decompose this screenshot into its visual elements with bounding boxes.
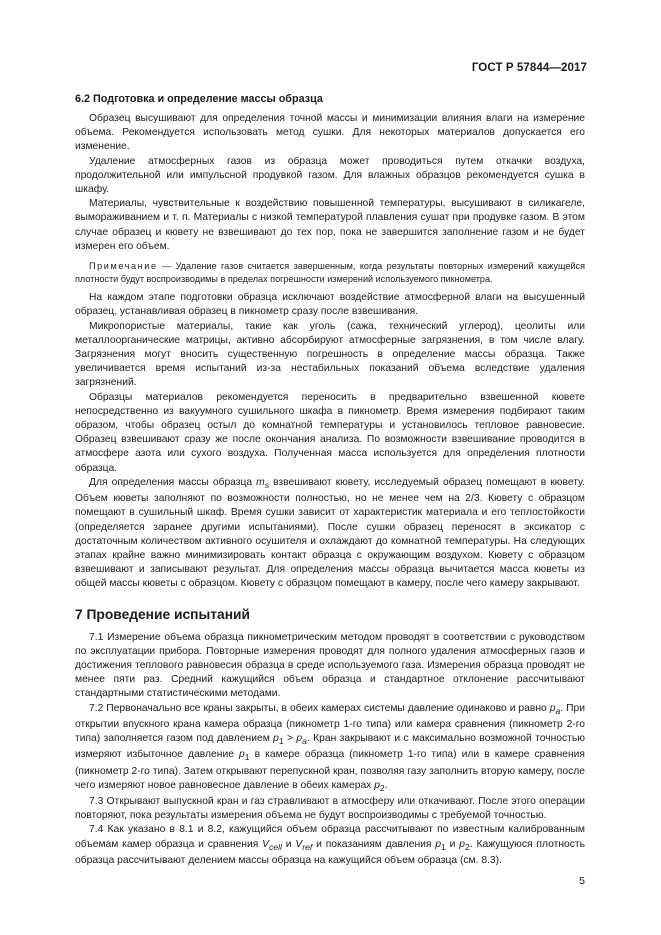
note (75, 260, 585, 285)
symbol-p: p (273, 733, 279, 744)
symbol-v: V (262, 838, 270, 850)
text-run: и показаниям давления (312, 838, 436, 850)
paragraph: Образцы материалов рекомендуется переносить в предварительно взвешенной кювете непосредственно из вакуумного сушильного шкафа в пикнометр. Время измерения подбирают таким образом, чтобы образец остыл до комнатной температуры и установилось тепловое равновесие. Образец взвешивают сразу же после окончания анализа. По возможности взвешивание проводится в атмосфере азота или сухого воздуха. Полученная масса используется для определения плотности образца. (75, 391, 585, 474)
symbol-p: p (374, 779, 380, 791)
symbol-p: p (549, 702, 556, 714)
text-run: > (283, 733, 297, 744)
text-run: взвешивают кювету, исследуемый образец помещают в кювету. Объем кюветы заполняют по возможности полностью, но не менее чем на 2/3. Кювету с образцом помещают в сушильный шкаф. Время сушки зависит от характеристик материала и его теплостойкости (определяется заранее другими испытаниями). После сушки образец переносят в эксикатор с достаточным количеством активного осушителя и охлаждают до комнатной температуры. На следующих этапах крайне важно минимизировать контакт образца с окружающим воздухом. Кювету с образцом взвешивают и записывают результат. Для определения массы образца вычитается масса кюветы из общей массы кюветы с образцом. Кювету с образцом помещают в камеру, после чего камеру закрывают. (75, 476, 586, 590)
paragraph: Образец высушивают для определения точной массы и минимизации влияния влаги на измерение объема. Рекомендуется использовать метод сушки. Для некоторых материалов допускается его изменение. (75, 113, 585, 153)
paragraph-7-1: 7.1 Измерение объема образца пикнометрическим методом проводят в соответствии с руководством по эксплуатации прибора. Повторные измерения проводят для полного удаления атмосферных газов и достижения теплового равновесия образца в среде используемого газа. Измерения образца проводят не менее пяти раз. Средний кажущийся объем образца и стандартное отклонение рассчитывают стандартными статистическими методами. (75, 631, 585, 700)
paragraph: Микропористые материалы, такие как уголь (сажа, технический углерод), цеолиты или металлоорганические матрицы, активно абсорбируют атмосферные загрязнения, в том числе влагу. Загрязнения могут вносить существенную погрешность в определение массы образца. Также увеличивается время испытаний из-за нестабильных показаний объема вследствие удаления загрязнений. (75, 320, 585, 389)
symbol-subscript: a (555, 705, 561, 716)
text-run: Для определения массы образца (89, 476, 257, 488)
symbol-subscript: 1 (441, 841, 446, 852)
paragraph: Удаление атмосферных газов из образца может проводиться путем откачки воздуха, продолжительной или импульсной продувкой газом. Для влажных образцов рекомендуется сушка в шкафу. (75, 155, 585, 196)
text-run: и (281, 838, 296, 850)
symbol-subscript: 2 (465, 841, 470, 852)
section-6-2-heading: 6.2 Подготовка и определение массы образца (75, 93, 323, 105)
note-label: Примечание (89, 261, 158, 272)
symbol-subscript: s (264, 479, 270, 490)
text-run: . При открытии впускного крана камера образца (пикнометр 1-го типа) или камера сравнения (пикнометр 2-го типа) заполняется газом под давлением (75, 702, 585, 744)
section-7-heading: 7 Проведение испытаний (75, 606, 251, 622)
symbol-p: p (435, 838, 442, 850)
paragraph-7-4 (75, 823, 585, 868)
text-run: в камере образца (пикнометр 1-го типа) или в камере сравнения (пикнометр 2-го типа). Затем открывают перепускной кран, позволяя газу заполнить вторую камеру, после чего измеряют новое равновесное давление в обеих камерах (75, 749, 586, 791)
paragraph (75, 476, 585, 592)
paragraph-7-2 (75, 702, 585, 795)
standard-number: ГОСТ Р 57844—2017 (471, 62, 587, 74)
text-run: . Кажущуюся плотность образца рассчитывают делением массы образца на кажущийся объем образца (см. 8.3). (75, 838, 585, 866)
paragraph: Материалы, чувствительные к воздействию повышенной температуры, высушивают в силикагеле, вымораживанием и т. п. Материалы с низкой температурой плавления сушат при продувке газом. В этом случае образец и кювету не взвешивают до тех пор, пока не завершится заполнение газом и не будет измерен его объем. (75, 198, 585, 252)
text-run: 7.2 Первоначально все краны закрыты, в обеих камерах системы давление одинаково и равно (89, 702, 550, 714)
symbol-subscript: cell (269, 841, 282, 852)
symbol-subscript: a (302, 736, 307, 747)
text-run: . Кран закрывают и с максимально возможной точностью измеряют избыточное давление (75, 733, 585, 761)
symbol-subscript: 1 (244, 752, 250, 763)
paragraph: На каждом этапе подготовки образца исключают воздействие атмосферной влаги на высушенный образец, устанавливая образец в пикнометр сразу после взвешивания. (75, 292, 585, 318)
text-run: 7.4 Как указано в 8.1 и 8.2, кажущийся объем образца рассчитывают по известным калиброванным объемам камер образца и сравнения (75, 824, 585, 850)
page-number: 5 (579, 875, 585, 887)
text-run: . (384, 779, 388, 791)
symbol-p: p (459, 838, 466, 850)
text-run: и (445, 838, 460, 850)
symbol-v: V (295, 838, 303, 850)
symbol-m: m (256, 476, 265, 488)
symbol-subscript: ref (302, 841, 313, 852)
note-text: — Удаление газов считается завершенным, когда результаты повторных измерений кажущейся плотности будут воспроизводимы в пределах погрешности измерений используемого пикнометра. (75, 261, 585, 284)
symbol-subscript: 2 (379, 782, 385, 793)
paragraph-7-3: 7.3 Открывают выпускной кран и газ стравливают в атмосферу или откачивают. После этого операции повторяют, пока результаты измерения объема не будут воспроизводимы с требуемой точностью. (75, 795, 585, 822)
symbol-p: p (239, 749, 245, 761)
symbol-subscript: 1 (278, 736, 284, 747)
page-content (75, 92, 585, 868)
symbol-p: p (296, 733, 303, 744)
